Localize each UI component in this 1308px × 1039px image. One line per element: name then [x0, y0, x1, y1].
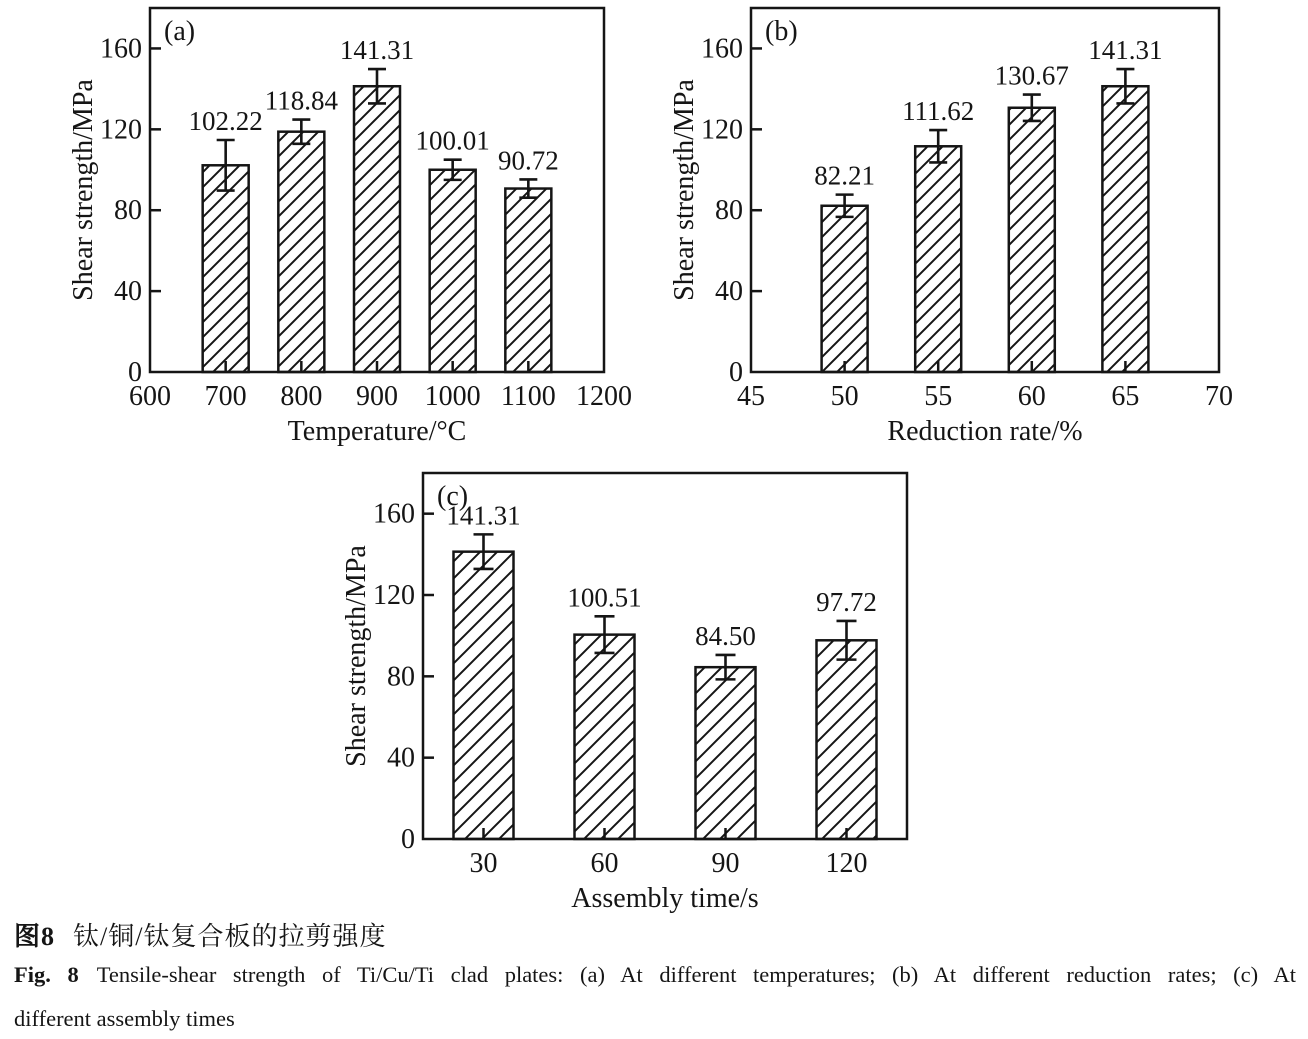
caption-chinese: [14, 916, 1296, 953]
svg-text:Reduction rate/%: Reduction rate/%: [887, 416, 1083, 447]
svg-text:141.31: 141.31: [339, 35, 415, 66]
svg-text:1100: 1100: [500, 381, 556, 412]
svg-text:102.22: 102.22: [188, 106, 263, 137]
svg-text:0: 0: [401, 824, 415, 855]
svg-text:84.50: 84.50: [695, 620, 756, 651]
svg-text:900: 900: [356, 381, 398, 412]
svg-text:160: 160: [701, 33, 743, 65]
svg-text:(b): (b): [765, 16, 798, 47]
svg-text:118.84: 118.84: [264, 85, 338, 116]
svg-text:65: 65: [1111, 381, 1140, 412]
figure-number-en: Fig. 8: [14, 962, 79, 987]
svg-text:160: 160: [373, 498, 415, 530]
svg-text:120: 120: [825, 848, 868, 879]
caption-english-line2: different assembly times: [14, 1006, 235, 1031]
svg-text:97.72: 97.72: [816, 586, 877, 617]
svg-text:111.62: 111.62: [902, 96, 975, 127]
svg-text:130.67: 130.67: [994, 60, 1069, 91]
svg-text:90.72: 90.72: [497, 145, 559, 176]
svg-text:(a): (a): [164, 16, 196, 47]
svg-text:0: 0: [128, 357, 142, 388]
svg-text:60: 60: [590, 848, 619, 879]
svg-text:120: 120: [100, 114, 142, 146]
svg-text:1200: 1200: [576, 381, 632, 412]
figure-number-zh: 图8: [14, 922, 56, 951]
svg-text:700: 700: [204, 381, 247, 412]
svg-text:40: 40: [114, 276, 142, 308]
caption-english-line1: [14, 962, 1296, 988]
svg-text:100.01: 100.01: [415, 125, 490, 156]
svg-text:45: 45: [737, 381, 765, 412]
svg-text:100.51: 100.51: [567, 582, 642, 613]
caption-text-en: Tensile-shear strength of Ti/Cu/Ti clad plates: (a) At different temperatures; (b) At different reduction rates; (c) At: [96, 962, 1296, 987]
svg-text:120: 120: [701, 114, 743, 146]
svg-text:82.21: 82.21: [814, 160, 875, 191]
svg-text:(c): (c): [437, 481, 469, 512]
svg-text:0: 0: [729, 357, 743, 388]
svg-text:120: 120: [373, 580, 415, 611]
svg-text:800: 800: [280, 381, 323, 412]
svg-text:141.31: 141.31: [446, 500, 521, 531]
svg-text:160: 160: [100, 33, 142, 65]
svg-text:40: 40: [387, 742, 415, 774]
svg-text:80: 80: [715, 195, 743, 227]
svg-text:Shear strength/MPa: Shear strength/MPa: [341, 545, 372, 767]
svg-text:600: 600: [129, 381, 171, 412]
svg-text:1000: 1000: [424, 381, 481, 412]
svg-text:Assembly time/s: Assembly time/s: [571, 883, 759, 914]
svg-text:80: 80: [387, 661, 415, 693]
chart-a-temperature: [0, 0, 660, 455]
caption-text-zh: 钛/铜/钛复合板的拉剪强度: [73, 922, 387, 951]
svg-text:70: 70: [1205, 381, 1233, 412]
svg-text:Shear strength/MPa: Shear strength/MPa: [68, 79, 99, 301]
chart-b-reduction-rate: [654, 0, 1308, 455]
svg-text:55: 55: [924, 381, 953, 412]
svg-text:60: 60: [1017, 381, 1046, 412]
svg-text:90: 90: [711, 848, 740, 879]
svg-text:30: 30: [469, 848, 498, 879]
svg-text:50: 50: [830, 381, 859, 412]
svg-text:80: 80: [114, 195, 142, 227]
svg-text:40: 40: [715, 276, 743, 308]
svg-text:Shear strength/MPa: Shear strength/MPa: [669, 79, 700, 301]
chart-c-assembly-time: [327, 450, 987, 920]
svg-text:141.31: 141.31: [1088, 35, 1163, 66]
svg-text:Temperature/°C: Temperature/°C: [287, 416, 467, 447]
